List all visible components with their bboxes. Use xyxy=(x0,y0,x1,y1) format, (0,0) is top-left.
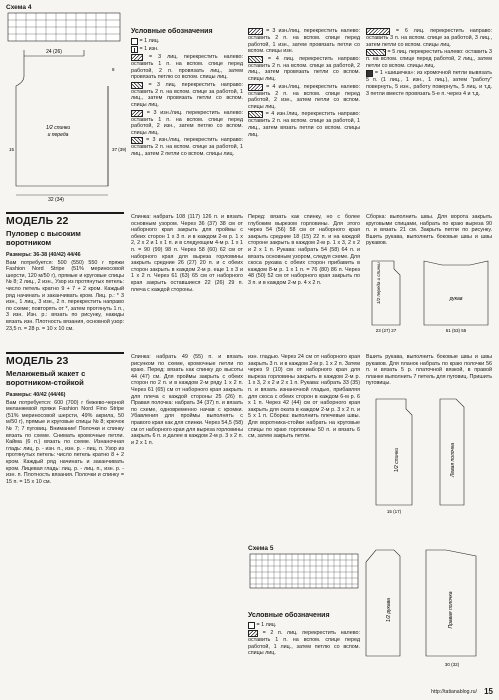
model-23-title: МОДЕЛЬ 23 xyxy=(6,355,69,367)
scheme-4-title: Схема 4 xyxy=(6,4,32,11)
legend-top-title: Условные обозначения xyxy=(131,28,213,35)
model-23-sleeve-diagram xyxy=(366,540,494,670)
model-23-col2: Спинка: набрать 49 (55) п. и вязать рисунком по схеме, кромочные петли по краю. Перед: вязать как спинку до высоты 44 (47) см. Для проймы закрыть с обеих сторон по 2 п. и в каждом 2-м ряду 1 x 2 п. Через 61 (65) см от наборного края закрыть для плеча с каждой стороны 25 (26) п. Правая полочка: набрать 34 (37) п. и вязать по схеме, одновременно начав с кромки. Убавления для проймы выполнять с правого края как для спинки. Через 54,5 (58) см от наборного края для выреза горловины закрыть 6 п. и далее в каждом 2-м р. 3 x 2 п. и 2 x 1 п. xyxy=(131,354,243,446)
legend-item: = 1 изн. xyxy=(131,46,243,53)
model-22-col4: Сборка: выполнить швы. Для ворота закрыть круговыми спицами, набрать по краю выреза 90 п. и вязать 21 см. Закрыть петли по рисунку. Вшить рукава, выполнить боковые швы и швы рукавов. xyxy=(366,214,492,247)
legend-top xyxy=(131,28,243,159)
scheme-4-h1: 8 xyxy=(112,67,115,72)
scheme-4-top-label: 24 (26) xyxy=(46,49,62,55)
legend-bottom xyxy=(248,612,360,658)
diagram-right-front-label: Правая полочка xyxy=(448,591,454,629)
legend-right xyxy=(366,28,492,98)
legend-item: = 4 изн./лиц. перекрестить направо: оставить 2 п. на вспом. спице за работой, 1 лиц., затем вязать петли со вспом. спицы лиц. xyxy=(248,111,361,138)
legend-mid xyxy=(248,28,360,139)
model-22-diagram xyxy=(366,255,494,335)
diagram-back-label: 1/2 спинки xyxy=(394,447,400,473)
diagram-sleeve-label-23: 1/2 рукава xyxy=(386,598,392,622)
scheme-4-h2: 37 (39) xyxy=(112,147,127,152)
legend-bottom-title: Условные обозначения xyxy=(248,612,330,619)
model-23-col3: изн. гладью. Через 24 см от наборного края закрыть 3 п. и в каждом 2-м р. 1 x 2 п. Затем через 9 (10) см от наборного края для выреза горловины закрыть в каждом 2-м р. 1 x 3, 2 x 2 и 2 x 1 п. Рукава: набрать 33 (35) п. и вязать изнаночной гладью, прибавляя для скоса с обеих сторон в каждом 6-м р. 6 x 1 п. Через 42 (44) см от наборного края закрыть для оката в каждом 2-м р. 3 x 2 п. и 5 x 1 п. Сборка: выполнить плечевые швы. Для воротника-стойки набрать на круговые спицы по краю горловины 50 п. и вязать 6 см, затем закрыть петли. xyxy=(248,354,360,440)
scheme-4 xyxy=(6,4,127,209)
page-number: 15 xyxy=(484,687,493,696)
legend-item: = 3 изн./лиц. перекрестить налево: оставить 1 п. на вспом. спице перед работой, 2 изн., затем петлю со вспом. спицы лиц. xyxy=(131,109,243,136)
legend-item: = 3 изн./лиц. перекрестить направо: оставить 2 п. на вспом. спице за работой, 1 лиц., затем 2 петли со вспом. спицы лиц. xyxy=(131,137,243,157)
scheme-4-pattern xyxy=(6,11,127,207)
scheme-4-bottom: 32 (34) xyxy=(48,197,64,203)
footer-url[interactable]: http://tatianablog.ru/ xyxy=(431,689,477,695)
model-22-subtitle: Пуловер с высоким воротником xyxy=(6,229,81,247)
model-22-col1 xyxy=(6,252,124,333)
legend-item: = 4 изн./лиц. перекрестить налево: оставить 2 п. на вспом. спице перед работой, 2 изн., затем петли со вспом. спицы лиц. xyxy=(248,83,360,110)
model-22-col2: Спинка: набрать 108 (117) 126 п. и вязать основным узором. Через 36 (37) 38 см от наборного края закрыть для проймы с обеих сторон 1 x 3 п. и в каждом 2-м р. 1 x 2, 2 x 2 и 1 x 1 п. и в следующем 4-м р. 1 x 1 п. = 90 (99) 98 п. Через 58 (60) 62 см от наборного края для выреза горловины закрыть средние 26 (27) 20 п. и с обеих сторон закрыть в каждом 2-м р. еще 1 x 3 и 1 x 2 п. Через 61 (63) 65 см от наборного края закрыть оставшиеся 22 (26) 29 п. плеча с каждой стороны. xyxy=(131,214,243,293)
model-23-subtitle: Меланжевый жакет с воротником-стойкой xyxy=(6,369,86,387)
legend-item: = 3 лиц. перекрестить налево: оставить 1 п. на вспом. спице перед работой, 2 п. провязать лиц., затем провязать петлю со вспом. спицы лиц. xyxy=(131,54,243,81)
legend-item: = 1 лиц. xyxy=(131,38,243,45)
model-23-col1 xyxy=(6,392,124,692)
scheme-5-title: Схема 5 xyxy=(248,545,274,552)
diagram-left-front-label: Левая полочка xyxy=(450,442,456,478)
legend-item: = 5 лиц. перекрестить налево: оставить 3 п. на вспом. спице перед работой, 2 лиц., затем петли со вспом. спицы лиц. xyxy=(366,49,492,69)
model-22-rule xyxy=(6,212,124,214)
legend-item: = 4 лиц. перекрестить направо: оставить 2 п. на вспом. спице за работой, 2 лиц., затем провязать петли со вспом. спицы лиц. xyxy=(248,55,360,82)
scheme-4-center-label-1: 1/2 спинки xyxy=(45,125,71,131)
model-23-back-diagram xyxy=(370,395,492,515)
model-23-sizes: Размеры: 40/42 (44/46) xyxy=(6,392,66,398)
legend-item: = 1 «шишечка»: из кромочной петли вывязать 5 п. (1 лиц., 1 изн., 1 лиц.), затем "работу" повернуть, 5 изн., работу повернуть, 5 лиц. и т.д. 3 петли вместе провязать 5-е п. через 4 и т.д. xyxy=(366,70,492,97)
model-22-sizes: Размеры: 36-38 (40/42) 44/46 xyxy=(6,252,81,258)
legend-item: = 6 лиц. перекрестить направо: оставить 3 п. на вспом. спице за работой, 3 лиц., затем петли со вспом. спицы лиц. xyxy=(366,28,492,48)
model-23-text: Вам потребуется: 600 (700) г бежево-черной меланжевой пряжи Fashion Nord Fino Stripe (51% мериносовой шерсти, 49% акрила, 50 м/50 г), прямые и круговые спицы № 8; крючок № 7; 7 пуговиц. Внимание! Полочки и спинку вязать по схеме. Снимать кромочные петли. Кайма (6 п.) вязать по схеме. Изнаночная гладь: лиц. р. - изн. п., изн. р. - лиц. п. Узор из протянутых петель: число петель кратно 8 + 2 кром. Каждый ряд начинать и заканчивать кром. Лицевая гладь: лиц. р. - лиц. п., изн. р. - изн. п. Плотность вязания. Полочки и спинку = 15 п. = 15 x 10 см. xyxy=(6,399,124,485)
diagram-g: 30 (32) xyxy=(444,662,460,667)
diagram-w8: 51 (53) 55 xyxy=(445,328,467,333)
diagram-sleeve-label: рукав xyxy=(449,296,463,302)
legend-item: = 3 лиц. перекрестить направо: оставить 2 п. на вспом. спице за работой, 1 лиц., затем провязать петли со вспом. спицы лиц. xyxy=(131,81,244,108)
diagram-e: 15 (17) xyxy=(386,509,402,514)
model-22-title: МОДЕЛЬ 22 xyxy=(6,215,69,227)
legend-item: = 2 п. лиц. перекрестить налево: оставить 1 п. на вспом. спице перед работой, 1 лиц., затем петлю со вспом. спицы лиц. xyxy=(248,630,360,657)
model-22-text: Вам потребуется: 500 (550) 550 г пряжи Fashion Nord Stripe (51% мериносовой шерсти, 120 м/50 г), прямые и круговые спицы № 8; 2 лиц., 2 изн., Узор из протянутых петель: число петель кратно 9 + 7 + 2 кром. Каждый ряд начинать и заканчивать кром. Лиц. р.: * 3 изн., 1 лиц., 3 изн., 2 п. перекрестить направо по схеме; повторять от *, затем протянуть 1 п., 3 изн. Изн. р.: вязать по рисунку, накиды вязать изн. Плотность вязания, основной узор: 23,5 п. = 28 р. = 10 x 10 см. xyxy=(6,259,124,332)
model-22-col3: Перед: вязать как спинку, но с более глубоким вырезом горловины. Для этого через 54 (56) 58 см от наборного края закрыть средние 18 (15) 22 п. и на каждой стороне закрыть в каждом 2-м р. 1 x 3, 2 x 2 и 2 x 1 п. Рукава: набрать 54 (58) 64 п. и вязать основным узором, следуя схеме. Для скоса рукава с обеих сторон прибавить в каждом 8-м р. 1 x 1 п. = 76 (80) 86 п. Через 48 (50) 52 см от наборного края закрыть по 3 п. и в каждом 2-м р. 4 x 2 п. xyxy=(248,214,360,286)
legend-item: = 1 лиц. xyxy=(248,622,360,629)
diagram-front-label: 1/2 переда и спинки xyxy=(376,262,381,304)
diagram-w3: 23 (27) 27 xyxy=(375,328,397,333)
scheme-4-h3: 15 xyxy=(9,147,15,152)
scheme-4-center-label-2: и переда xyxy=(47,132,69,138)
model-23-rule xyxy=(6,352,124,354)
legend-item: = 3 изн./лиц. перекрестить налево: оставить 2 п. на вспом. спице перед работой, 1 изн., затем провязать петли со вспом. спицы изн. xyxy=(248,28,360,55)
model-23-col4: Вшить рукава, выполнить боковые швы и швы рукавов. Для планок набрать по краю полочки 56 п. и вязать 5 р. платочной вязкой, в правой планке выполнить 7 петель для пуговиц. Пришить пуговицы. xyxy=(366,354,492,387)
